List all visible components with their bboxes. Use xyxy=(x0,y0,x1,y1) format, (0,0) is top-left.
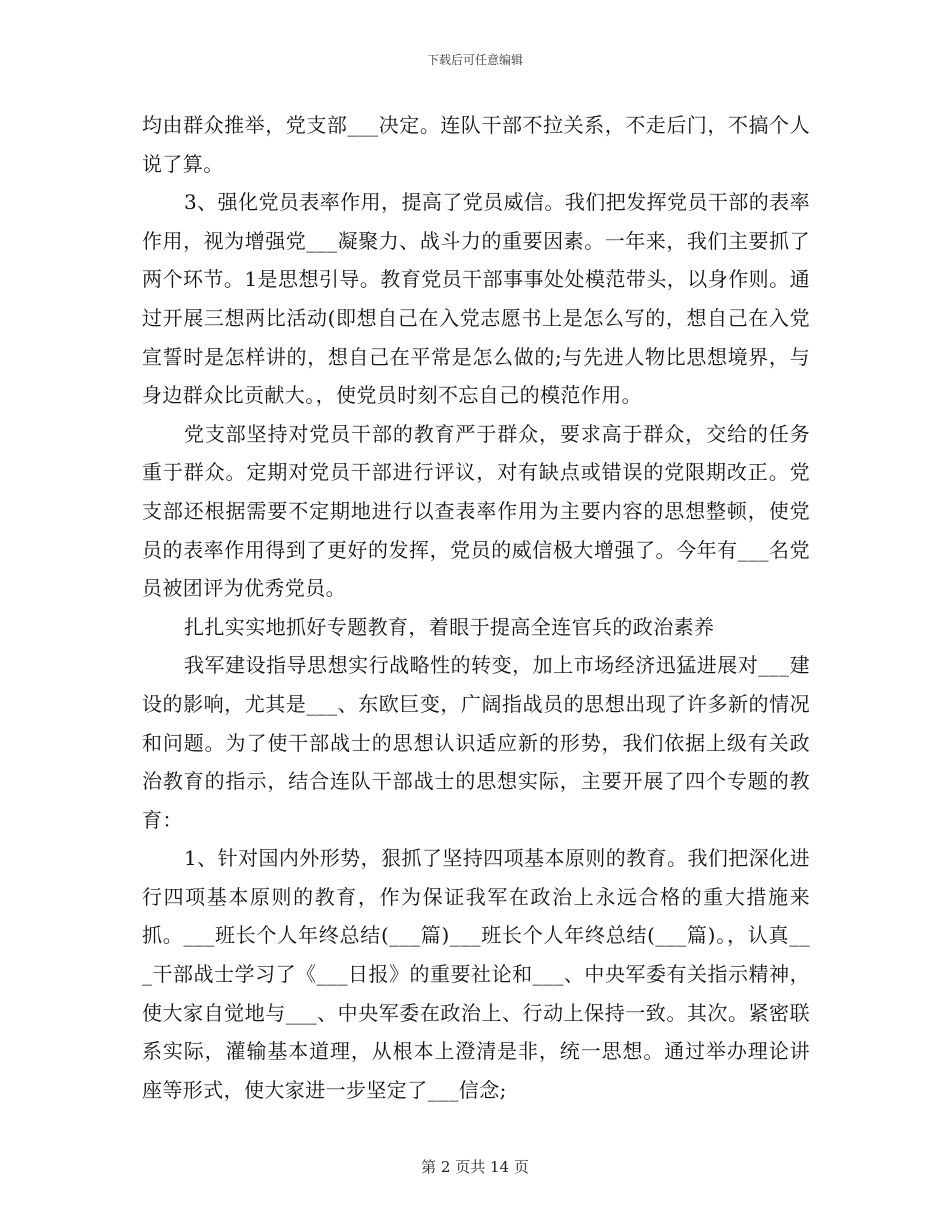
paragraph: 3、强化党员表率作用，提高了党员威信。我们把发挥党员干部的表率作用，视为增强党___凝聚力、战斗力的重要因素。一年来，我们主要抓了两个环节。1是思想引导。教育党员干部事事处处模范带头，以身作则。通过开展三想两比活动(即想自己在入党志愿书上是怎么写的，想自己在入党宣誓时是怎样讲的，想自己在平常是怎么做的;与先进人物比思想境界，与身边群众比贡献大。，使党员时刻不忘自己的模范作用。 xyxy=(142,190,810,408)
paragraph: 均由群众推举，党支部___决定。连队干部不拉关系，不走后门，不搞个人说了算。 xyxy=(142,113,810,176)
paragraph: 1、针对国内外形势，狠抓了坚持四项基本原则的教育。我们把深化进行四项基本原则的教育，作为保证我军在政治上永远合格的重大措施来抓。___班长个人年终总结(___篇)___班长个人年终总结(___篇)。，认真___干部战士学习了《___日报》的重要社论和___、中央军委有关指示精神，使大家自觉地与___、中央军委在政治上、行动上保持一致。其次。紧密联系实际，灌输基本道理，从根本上澄清是非，统一思想。通过举办理论讲座等形式，使大家进一步坚定了___信念; xyxy=(142,846,810,1102)
section-heading: 扎扎实实地抓好专题教育，着眼于提高全连官兵的政治素养 xyxy=(184,614,715,639)
document-body xyxy=(142,106,810,1109)
paragraph: 党支部坚持对党员干部的教育严于群众，要求高于群众，交给的任务重于群众。定期对党员干部进行评议，对有缺点或错误的党限期改正。党支部还根据需要不定期地进行以查表率作用为主要内容的思想整顿，使党员的表率作用得到了更好的发挥，党员的威信极大增强了。今年有___名党员被团评为优秀党员。 xyxy=(142,421,810,601)
page-header: 下载后可任意编辑 xyxy=(426,53,523,67)
paragraph: 我军建设指导思想实行战略性的转变，加上市场经济迅猛进展对___建设的影响，尤其是___、东欧巨变，广阔指战员的思想出现了许多新的情况和问题。为了使干部战士的思想认识适应新的形势，我们依据上级有关政治教育的指示，结合连队干部战士的思想实际，主要开展了四个专题的教育： xyxy=(142,653,810,832)
page-footer: 第 2 页共 14 页 xyxy=(421,1158,529,1176)
